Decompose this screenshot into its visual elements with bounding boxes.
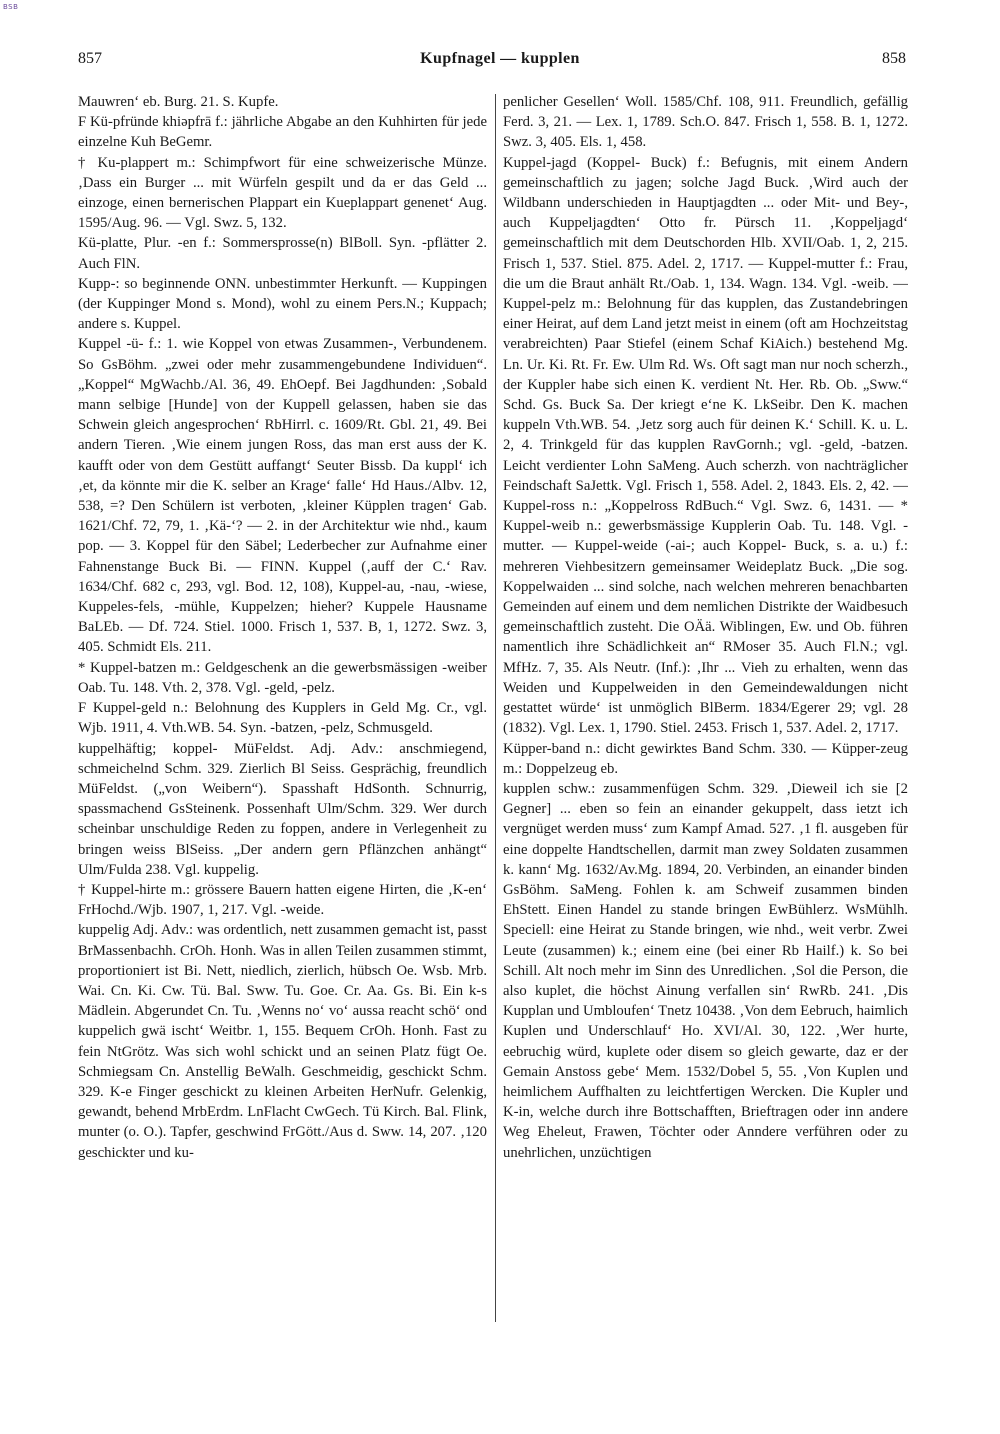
page-number-right: 858 bbox=[882, 50, 906, 67]
entry-kuepper-band: Küpper-band n.: dicht gewirktes Band Schm. 330. — Küpper-zeug m.: Doppelzeug eb. bbox=[503, 740, 908, 777]
entry-kuppelig: kuppelig Adj. Adv.: was ordentlich, nett zusammen gemacht ist, passt BrMassenbachh. CrOh. Honh. Was in allen Teilen zusammen stimmt, proportioniert ist Bi. Nett, niedlich, zierlich, hübsch Oe. Wsb. Mrb. Wai. Cn. Ki. Cw. Tü. Bal. Sww. Tu. Goe. Cr. Aa. Gs. Bi. Ein k-s Mädlein. Abgerundet Cn. Tu. ‚Wenns no‘ vo‘ aussa reacht schö‘ ond kuppelich gwä ischt‘ Weitbr. 1, 155. Bequem CrOh. Honh. Fast zu fein NtGrötz. Was sich wohl schickt und an seinen Platz fügt Oe. Schmiegsam Cn. Anstellig BeWalh. Geschmeidig, geschickt Schm. 329. K-e Finger geschickt zu kleinen Arbeiten HerNufr. Gelenkig, gewandt, behend MrbErdm. LnFlacht CwGech. Tü Kirch. Bal. Flink, munter (o. O.). Tapfer, geschwind FrGött./Aus d. Sww. 14, 207. ‚120 geschickter und ku- bbox=[78, 922, 487, 1161]
entry-kuppelhaeftig: kuppelhäftig; koppel- MüFeldst. Adj. Adv.: anschmiegend, schmeichelnd Schm. 329. Zierlich Bl Seiss. Gesprächig, freundlich MüFeldst. („von Weibern“). Spasshaft HdSonth. Schnurrig, spassmachend GsSteinenk. Possenhaft Ulm/Schm. 329. Wer durch scheinbar unschuldige Reden zu foppen, andere in Verlegenheit zu bringen weiss BlSeiss. „Der andern gern Pflänzchen anhängt“ Ulm/Fulda 238. Vgl. kuppelig. bbox=[78, 740, 487, 878]
entry-kuppel-batzen: * Kuppel-batzen m.: Geldgeschenk an die gewerbsmässigen -weiber Oab. Tu. 148. Vth. 2, 378. Vgl. -geld, -pelz. bbox=[78, 659, 487, 696]
entry-kuppel-jagd: Kuppel-jagd (Koppel- Buck) f.: Befugnis, mit einem Andern gemeinschaftlich zu jagen; solche Jagd Buck. ‚Wird auch der Wildbann underschieden in Hauptjagdten ... oder Mit- und Bey-, auch Kuppeljagdten‘ Otto fr. Pürsch 11. ‚Koppeljagd‘ gemeinschaftlich mit dem Deutschorden Hlb. XVII/Oab. 1, 2, 215. Frisch 1, 537. Stiel. 875. Adel. 2, 1717. — Kuppel-mutter f.: Frau, die um die Braut anhält Rt./Oab. 1, 134. Wagn. 134. Vgl. -weib. — Kuppel-pelz m.: Belohnung für das kupplen, das Zustandebringen einer Heirat, auf dem Land jetzt meist in einem (oft am Hochzeitstag verabreichten) Paar Stiefel (einem Schaf KiAich.) bestehend Mg. Ln. Ur. Ki. Rt. Fr. Ew. Ulm Rd. Ws. Oft sagt man nur noch scherzh., der Kuppler habe sich einen K. verdient Nt. Her. Rb. Ob. „Sww.“ Schd. Gs. Buck Sa. Der kriegt e‘ne K. LkSeibr. Den K. machen kuppeln Vth.WB. 54. ‚Jetz sorg auch für deinen K.‘ Schill. K. u. L. 2, 4. Trinkgeld für das kupplen RavGornh.; vgl. -geld, -batzen. Leicht verdienter Lohn SaMeng. Auch scherzh. von nachträglicher Feindschaft SaJettk. Vgl. Frisch 1, 558. Adel. 2, 1843. Els. 2, 42. — Kuppel-ross n.: „Koppelross RdBuch.“ Vgl. Swz. 6, 1431. — * Kuppel-weib n.: gewerbsmässige Kupplerin Oab. Tu. 148. Vgl. -mutter. — Kuppel-weide (-ai-; auch Koppel- Buck, s. a. u.) f.: mehreren Viehbesitzern gemeinsamer Weideplatz Buck. „Die sog. Koppelwaiden ... sind solche, nach welchen mehreren benachbarten Gemeinden auf einem und dem nemlichen Distrikte der Waidbesuch gemeinschaftlich zusteht. Die OÄä. Wiblingen, Ew. und Ob. führen namentlich ihre Schädlichkeit an“ RMoser 35. Auch Fl.N.; vgl. MfHz. 7, 35. Als Neutr. (Inf.): ‚Ihr ... Vieh zu erhalten, wenn das Weiden und Kuppelweiden in den Gemeindewaldungen nicht gestattet würde‘ ist unmöglich BlBerm. 1834/Egerer 29; vgl. 28 (1832). Vgl. Lex. 1, 1790. Stiel. 2453. Frisch 1, 537. Adel. 2, 1717. bbox=[503, 154, 908, 737]
library-stamp: BSB bbox=[3, 3, 19, 11]
entry-kue-pfruende: F Kü-pfründe khiəpfrā f.: jährliche Abgabe an den Kuhhirten für jede einzelne Kuh BeGemr. bbox=[78, 114, 487, 151]
entry-kupplen: kupplen schw.: zusammenfügen Schm. 329. ‚Dieweil ich sie [2 Gegner] ... eben so fein an einander gekuppelt, dass ietzt ich vergnüget werden muss‘ zum Kampf Amad. 527. ‚1 fl. ausgeben für eine doppelte Handtschellen, darmit man zwey Soldaten zusammen k. kann‘ Mg. 1632/Av.Mg. 1894, 20. Verbinden, an einander binden GsBöhm. SaMeng. Fohlen k. am Schweif zusammen binden EhStett. Einen Handel zu stande bringen EwBühlerz. WsMühlh. Speciell: eine Heirat zu Stande bringen, wie nhd., weit verbr. Zwei Leute (zusammen) k.; einem eine (bei einer Rb Hailf.) k. So bei Schill. Alt noch mehr im Sinn des Unredlichen. ‚Sol die Person, die also kuplet, die höchst Ainung verfallen sin‘ RwRb. 241. ‚Dis Kupplan und Umbloufen‘ Tnetz 10438. ‚Von dem Eebruch, haimlich Kuplen und Underschlauf‘ Ho. XVI/Al. 30, 122. ‚Wer hurte, eebruchig würd, kuplete oder disem so gleich gewarte, daz er der Gemain Anstoss gebe‘ Mem. 1532/Dobel 5, 55. ‚Von Kuplen und heimlichem Auffhalten zu leichtfertigen Wercken. Die Kupler und K-in, welche durch ihre Bottschafften, Brieftragen oder inn andere Weg Eheleut, Frawen, Töchter oder Anndere verführen oder zu unehrlichen, unzüchtigen bbox=[503, 780, 908, 1161]
entry-mauwren: Mauwren‘ eb. Burg. 21. S. Kupfe. bbox=[78, 94, 279, 110]
left-column bbox=[78, 92, 487, 1322]
column-divider bbox=[495, 94, 496, 1322]
entry-kuppel-geld: F Kuppel-geld n.: Belohnung des Kupplers in Geld Mg. Cr., vgl. Wjb. 1911, 4. Vth.WB. 54. Syn. -batzen, -pelz, Schmusgeld. bbox=[78, 700, 487, 737]
entry-kue-platte: Kü-platte, Plur. -en f.: Sommersprosse(n) BlBoll. Syn. -pflätter 2. Auch FlN. bbox=[78, 235, 487, 272]
entry-ku-plappert: † Ku-plappert m.: Schimpfwort für eine schweizerische Münze. ‚Dass ein Burger ... mit Würfeln gespilt und da er das Geld ... einzoge, einen bernerischen Plappart ein Kueplappart genenet‘ Aug. 1595/Aug. 96. — Vgl. Swz. 5, 132. bbox=[78, 154, 487, 232]
running-header: Kupfnagel — kupplen bbox=[420, 50, 580, 67]
page-number-left: 857 bbox=[78, 50, 102, 67]
entry-kupp: Kupp-: so beginnende ONN. unbestimmter Herkunft. — Kuppingen (der Kuppinger Mond s. Mond), wohl zu einem Pers.N.; Kuppach; andere s. Kuppel. bbox=[78, 275, 487, 333]
entry-kuppelig-cont: penlicher Gesellen‘ Woll. 1585/Chf. 108, 911. Freundlich, gefällig Ferd. 3, 21. — Lex. 1, 1789. Sch.O. 847. Frisch 1, 558. B. 1, 1272. Swz. 3, 405. Els. 1, 458. bbox=[503, 94, 908, 151]
entry-kuppel: Kuppel -ü- f.: 1. wie Koppel von etwas Zusammen-, Verbundenem. So GsBöhm. „zwei oder mehr zusammengebundene Individuen“. „Koppel“ MgWachb./Al. 36, 49. EhOepf. Bei Jagdhunden: ‚Sobald mann selbige [Hunde] von der Kuppell gelassen, haben sie das Schwein gleich angesprochen‘ RbHirrl. c. 1609/Rt. Gbl. 21, 49. Bei andern Tieren. ‚Wie einem jungen Ross, das man erst auss der K. kaufft oder von dem Gestütt auffangt‘ Seuter Bissb. Da kuppl‘ ich ‚et, da könnte mir die K. selber an Krage‘ falle‘ Hd Haus./Albv. 12, 538, =? Den Schülern ist verboten, ‚kleiner Küpplen tragen‘ Gab. 1621/Chf. 72, 79, 1. ‚Kä-‘? — 2. in der Architektur wie nhd., kaum pop. — 3. Koppel für den Säbel; Lederbecher zur Aufnahme einer Fahnenstange Buck Bi. — FINN. Kuppel (‚auff der C.‘ Rav. 1634/Chf. 682 c, 293, vgl. Bod. 12, 108), Kuppel-au, -nau, -wiese, Kuppeles-fels, -mühle, Kuppelzen; hieher? Kuppele Hausname BaLEb. — Df. 724. Stiel. 1000. Frisch 1, 537. B, 1, 1272. Swz. 3, 405. Schmidt Els. 211. bbox=[78, 336, 487, 656]
entry-kuppel-hirte: † Kuppel-hirte m.: grössere Bauern hatten eigene Hirten, die ‚K-en‘ FrHochd./Wjb. 1907, 1, 217. Vgl. -weide. bbox=[78, 881, 487, 919]
right-column bbox=[503, 92, 908, 1322]
